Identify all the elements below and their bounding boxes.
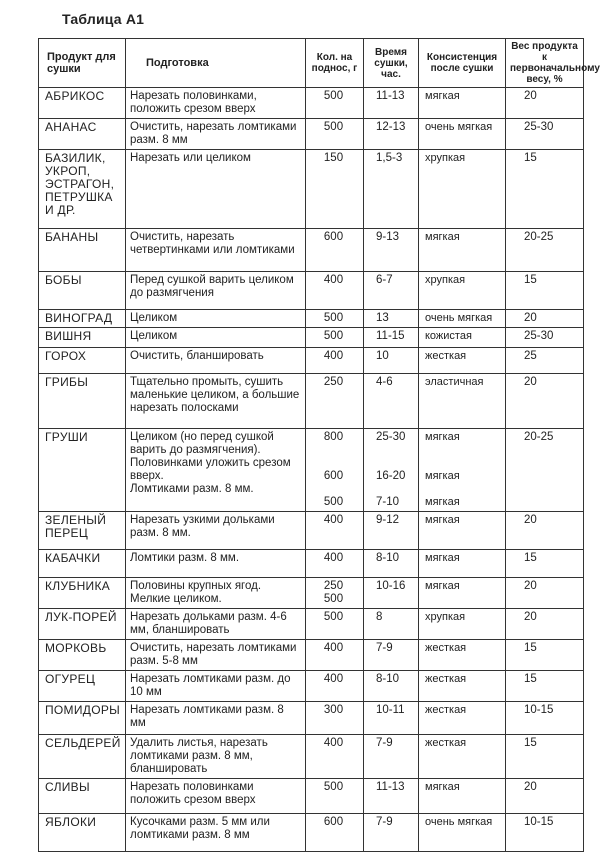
table-row xyxy=(39,429,584,512)
cell-product: АНАНАС xyxy=(39,119,126,150)
cell-consistency: очень мягкая xyxy=(419,310,506,328)
cell-time: 9-12 xyxy=(364,512,419,550)
cell-share: 20 xyxy=(506,578,584,609)
cell-consistency: жесткая xyxy=(419,348,506,374)
cell-consistency: мягкая xyxy=(419,229,506,272)
qty-line: 800 xyxy=(323,431,344,443)
cell-product: ЯБЛОКИ xyxy=(39,814,126,852)
cell-product: ВИНОГРАД xyxy=(39,310,126,328)
cell-share: 15 xyxy=(506,671,584,702)
table-row xyxy=(39,310,584,328)
cell-time: 7-9 xyxy=(364,735,419,779)
cell-prep: Очистить, нарезать ломтиками разм. 5-8 мм xyxy=(126,640,306,671)
consistency-line: мягкая xyxy=(425,496,460,508)
cell-time: 7-9 xyxy=(364,814,419,852)
cell-qty: 400 xyxy=(306,512,364,550)
table-row xyxy=(39,671,584,702)
cell-share: 20 xyxy=(506,779,584,814)
cell-time: 11-13 xyxy=(364,88,419,119)
cell-qty: 400 xyxy=(306,640,364,671)
qty-line: 600 xyxy=(323,470,344,482)
prep-line: Половинками уложить срезом вверх. xyxy=(130,457,291,482)
cell-consistency: мягкая xyxy=(419,578,506,609)
header-row xyxy=(39,39,584,88)
cell-product: АБРИКОС xyxy=(39,88,126,119)
table-row xyxy=(39,779,584,814)
consistency-line: мягкая xyxy=(425,431,460,443)
cell-consistency: эластичная xyxy=(419,374,506,429)
cell-time: 6-7 xyxy=(364,272,419,310)
prep-line: Ломтиками разм. 8 мм. xyxy=(130,483,254,495)
cell-time: 12-13 xyxy=(364,119,419,150)
cell-prep: Нарезать дольками разм. 4-6 мм, бланшировать xyxy=(126,609,306,640)
table-row xyxy=(39,328,584,348)
cell-qty: 500 xyxy=(306,328,364,348)
cell-prep: Удалить листья, нарезать ломтиками разм. 8 мм, бланшировать xyxy=(126,735,306,779)
cell-prep: Половины крупных ягод. Мелкие целиком. xyxy=(126,578,306,609)
cell-qty: 400 xyxy=(306,550,364,578)
cell-product: СЛИВЫ xyxy=(39,779,126,814)
cell-share: 20 xyxy=(506,310,584,328)
time-line: 25-30 xyxy=(376,431,406,443)
cell-time: 1,5-3 xyxy=(364,150,419,229)
cell-product: БАЗИЛИК, УКРОП, ЭСТРАГОН, ПЕТРУШКА И ДР. xyxy=(39,150,126,229)
header-qty: Кол. на поднос, г xyxy=(306,39,364,88)
cell-prep: Ломтики разм. 8 мм. xyxy=(126,550,306,578)
table-row xyxy=(39,550,584,578)
cell-product: КЛУБНИКА xyxy=(39,578,126,609)
cell-qty: 400 xyxy=(306,272,364,310)
cell-time: 13 xyxy=(364,310,419,328)
cell-time: 11-13 xyxy=(364,779,419,814)
cell-prep: Нарезать или целиком xyxy=(126,150,306,229)
cell-prep: Очистить, нарезать ломтиками разм. 8 мм xyxy=(126,119,306,150)
cell-consistency: хрупкая xyxy=(419,150,506,229)
header-share: Вес продукта к первоначальному весу, % xyxy=(506,39,584,88)
cell-prep: Кусочками разм. 5 мм или ломтиками разм. 8 мм xyxy=(126,814,306,852)
header-time: Время сушки, час. xyxy=(364,39,419,88)
cell-share: 20 xyxy=(506,88,584,119)
cell-consistency: мягкая xyxy=(419,779,506,814)
cell-prep: Нарезать ломтиками разм. до 10 мм xyxy=(126,671,306,702)
qty-line: 500 xyxy=(323,593,344,605)
prep-line: Целиком (но перед сушкой варить до размягчения). xyxy=(130,431,274,456)
cell-qty: 500 xyxy=(306,609,364,640)
cell-consistency: жесткая xyxy=(419,702,506,735)
cell-prep: Нарезать ломтиками разм. 8 мм xyxy=(126,702,306,735)
table-row xyxy=(39,735,584,779)
drying-table xyxy=(38,38,600,852)
cell-time: 4-6 xyxy=(364,374,419,429)
cell-consistency: хрупкая xyxy=(419,272,506,310)
cell-prep xyxy=(126,429,306,512)
cell-share: 15 xyxy=(506,272,584,310)
cell-prep: Очистить, бланшировать xyxy=(126,348,306,374)
cell-share: 15 xyxy=(506,640,584,671)
cell-consistency: мягкая xyxy=(419,550,506,578)
cell-qty: 500 xyxy=(306,88,364,119)
cell-product: ЗЕЛЕНЫЙ ПЕРЕЦ xyxy=(39,512,126,550)
cell-qty: 500 xyxy=(306,779,364,814)
cell-consistency xyxy=(419,429,506,512)
table-row xyxy=(39,150,584,229)
cell-share: 15 xyxy=(506,150,584,229)
cell-product: ОГУРЕЦ xyxy=(39,671,126,702)
cell-qty: 250 xyxy=(306,374,364,429)
cell-time: 8 xyxy=(364,609,419,640)
cell-qty: 600 xyxy=(306,229,364,272)
time-line: 7-10 xyxy=(376,496,400,508)
cell-product: МОРКОВЬ xyxy=(39,640,126,671)
table-row xyxy=(39,640,584,671)
cell-prep: Нарезать половинками положить срезом вверх xyxy=(126,779,306,814)
cell-prep: Целиком xyxy=(126,328,306,348)
cell-share: 25-30 xyxy=(506,119,584,150)
header-product: Продукт для сушки xyxy=(39,39,126,88)
cell-product: ЛУК-ПОРЕЙ xyxy=(39,609,126,640)
cell-product: ГОРОХ xyxy=(39,348,126,374)
cell-share: 20 xyxy=(506,609,584,640)
cell-product: ГРУШИ xyxy=(39,429,126,512)
qty-line: 250 xyxy=(323,580,344,592)
cell-prep: Перед сушкой варить целиком до размягчения xyxy=(126,272,306,310)
cell-share: 20 xyxy=(506,512,584,550)
cell-share: 20-25 xyxy=(506,229,584,272)
cell-share: 10-15 xyxy=(506,814,584,852)
table-row xyxy=(39,374,584,429)
cell-consistency: жесткая xyxy=(419,735,506,779)
cell-share: 10-15 xyxy=(506,702,584,735)
cell-qty xyxy=(306,429,364,512)
cell-consistency: мягкая xyxy=(419,88,506,119)
table-row xyxy=(39,348,584,374)
cell-product: ПОМИДОРЫ xyxy=(39,702,126,735)
cell-product: БАНАНЫ xyxy=(39,229,126,272)
cell-time: 8-10 xyxy=(364,671,419,702)
cell-consistency: очень мягкая xyxy=(419,814,506,852)
time-line: 16-20 xyxy=(376,470,406,482)
table-row xyxy=(39,578,584,609)
table-row xyxy=(39,702,584,735)
cell-consistency: хрупкая xyxy=(419,609,506,640)
cell-time: 10-16 xyxy=(364,578,419,609)
cell-product: ГРИБЫ xyxy=(39,374,126,429)
header-prep: Подготовка xyxy=(126,39,306,88)
cell-qty: 150 xyxy=(306,150,364,229)
cell-share: 20-25 xyxy=(506,429,584,512)
cell-qty: 500 xyxy=(306,310,364,328)
cell-qty: 400 xyxy=(306,671,364,702)
table-row xyxy=(39,609,584,640)
cell-share: 20 xyxy=(506,374,584,429)
cell-prep: Очистить, нарезать четвертинками или ломтиками xyxy=(126,229,306,272)
cell-product: БОБЫ xyxy=(39,272,126,310)
cell-time: 11-15 xyxy=(364,328,419,348)
cell-consistency: жесткая xyxy=(419,671,506,702)
cell-qty: 400 xyxy=(306,348,364,374)
table-title: Таблица А1 xyxy=(62,11,145,27)
cell-qty: 500 xyxy=(306,119,364,150)
cell-consistency: кожистая xyxy=(419,328,506,348)
cell-prep: Целиком xyxy=(126,310,306,328)
cell-prep: Нарезать половинками, положить срезом вверх xyxy=(126,88,306,119)
cell-time: 9-13 xyxy=(364,229,419,272)
header-consistency: Консистенция после сушки xyxy=(419,39,506,88)
cell-product: СЕЛЬДЕРЕЙ xyxy=(39,735,126,779)
consistency-line: мягкая xyxy=(425,470,460,482)
table-row xyxy=(39,88,584,119)
cell-qty: 600 xyxy=(306,814,364,852)
cell-consistency: жесткая xyxy=(419,640,506,671)
table-row xyxy=(39,814,584,852)
cell-time: 7-9 xyxy=(364,640,419,671)
table-row xyxy=(39,512,584,550)
cell-share: 15 xyxy=(506,550,584,578)
cell-qty xyxy=(306,578,364,609)
cell-qty: 300 xyxy=(306,702,364,735)
cell-product: КАБАЧКИ xyxy=(39,550,126,578)
cell-share: 25 xyxy=(506,348,584,374)
cell-time: 10-11 xyxy=(364,702,419,735)
qty-line: 500 xyxy=(323,496,344,508)
cell-product: ВИШНЯ xyxy=(39,328,126,348)
cell-time xyxy=(364,429,419,512)
table-row xyxy=(39,229,584,272)
table-row xyxy=(39,119,584,150)
cell-time: 8-10 xyxy=(364,550,419,578)
cell-consistency: очень мягкая xyxy=(419,119,506,150)
cell-prep: Нарезать узкими дольками разм. 8 мм. xyxy=(126,512,306,550)
cell-prep: Тщательно промыть, сушить маленькие целиком, а большие нарезать полосками xyxy=(126,374,306,429)
cell-share: 15 xyxy=(506,735,584,779)
cell-qty: 400 xyxy=(306,735,364,779)
cell-consistency: мягкая xyxy=(419,512,506,550)
cell-time: 10 xyxy=(364,348,419,374)
table-row xyxy=(39,272,584,310)
cell-share: 25-30 xyxy=(506,328,584,348)
